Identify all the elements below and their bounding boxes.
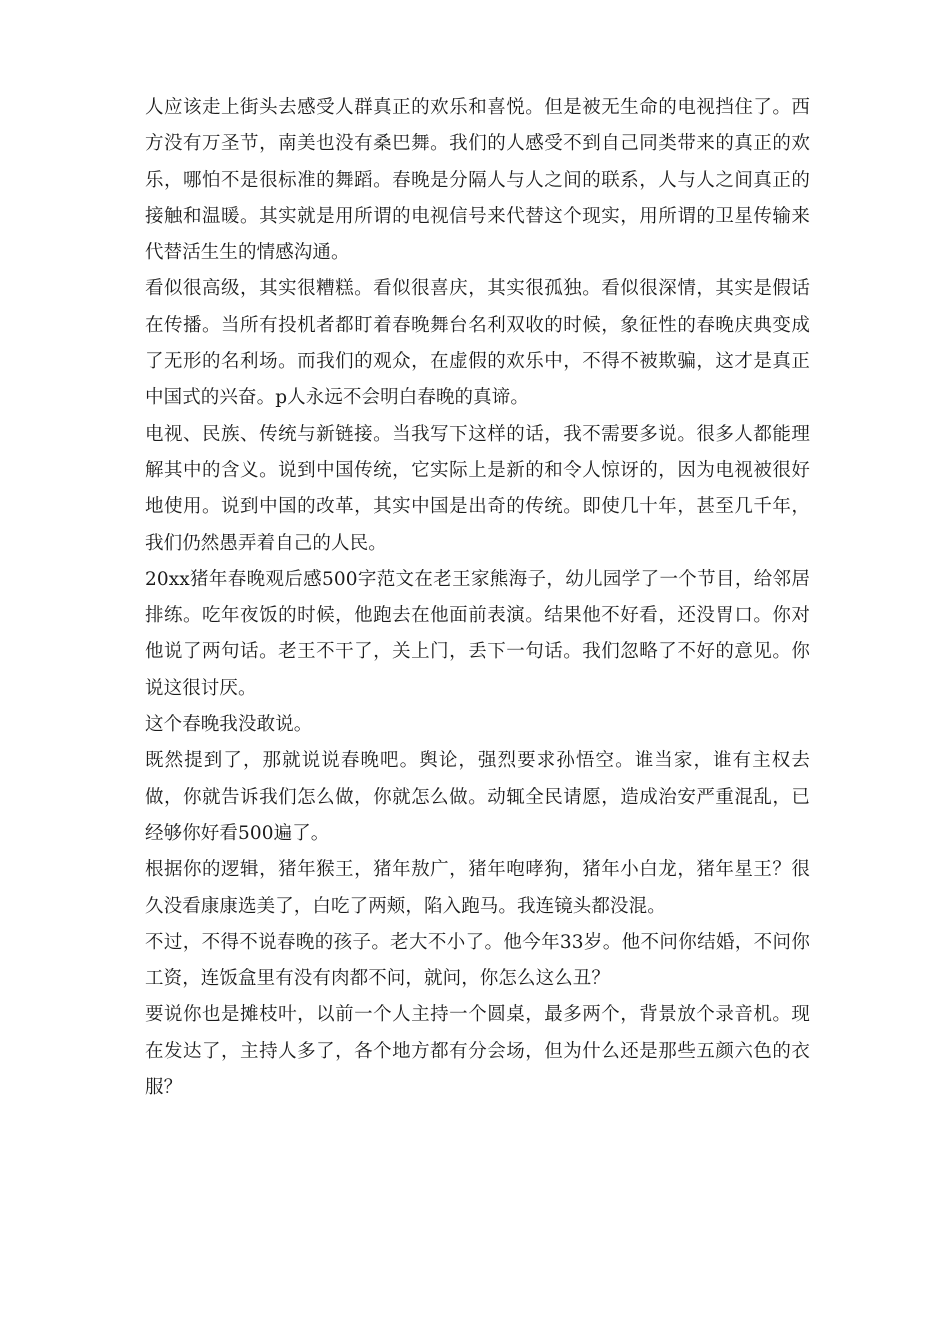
paragraph: 看似很高级，其实很糟糕。看似很喜庆，其实很孤独。看似很深情，其实是假话在传播。当所有投机者都盯着春晚舞台名利双收的时候，象征性的春晚庆典变成了无形的名利场。而我们的观众，在虚假的欢乐中，不得不被欺骗，这才是真正中国式的兴奋。p人永远不会明白春晚的真谛。 — [145, 278, 810, 409]
paragraph: 人应该走上街头去感受人群真正的欢乐和喜悦。但是被无生命的电视挡住了。西方没有万圣节，南美也没有桑巴舞。我们的人感受不到自己同类带来的真正的欢乐，哪怕不是很标准的舞蹈。春晚是分隔人与人之间的联系，人与人之间真正的接触和温暖。其实就是用所谓的电视信号来代替这个现实，用所谓的卫星传输来代替活生生的情感沟通。 — [145, 97, 810, 264]
paragraph: 既然提到了，那就说说春晚吧。舆论，强烈要求孙悟空。谁当家，谁有主权去做，你就告诉我们怎么做，你就怎么做。动辄全民请愿，造成治安严重混乱，已经够你好看500遍了。 — [145, 750, 810, 844]
paragraph: 不过，不得不说春晚的孩子。老大不小了。他今年33岁。他不问你结婚，不问你工资，连饭盒里有没有肉都不问，就问，你怎么这么丑？ — [145, 931, 810, 990]
paragraph: 电视、民族、传统与新链接。当我写下这样的话，我不需要多说。很多人都能理解其中的含义。说到中国传统，它实际上是新的和令人惊讶的，因为电视被很好地使用。说到中国的改革，其实中国是出奇的传统。即使几十年，甚至几千年，我们仍然愚弄着自己的人民。 — [145, 423, 810, 554]
document-body — [145, 90, 810, 1106]
paragraph: 根据你的逻辑，猪年猴王，猪年敖广，猪年咆哮狗，猪年小白龙，猪年星王？很久没看康康选美了，白吃了两颊，陷入跑马。我连镜头都没混。 — [145, 859, 810, 917]
paragraph: 要说你也是摊枝叶，以前一个人主持一个圆桌，最多两个，背景放个录音机。现在发达了，主持人多了，各个地方都有分会场，但为什么还是那些五颜六色的衣服？ — [145, 1004, 810, 1099]
paragraph: 20xx猪年春晚观后感500字范文在老王家熊海子，幼儿园学了一个节目，给邻居排练。吃年夜饭的时候，他跑去在他面前表演。结果他不好看，还没胃口。你对他说了两句话。老王不干了，关上门，丢下一句话。我们忽略了不好的意见。你说这很讨厌。 — [145, 568, 810, 699]
paragraph: 这个春晚我没敢说。 — [145, 714, 313, 736]
